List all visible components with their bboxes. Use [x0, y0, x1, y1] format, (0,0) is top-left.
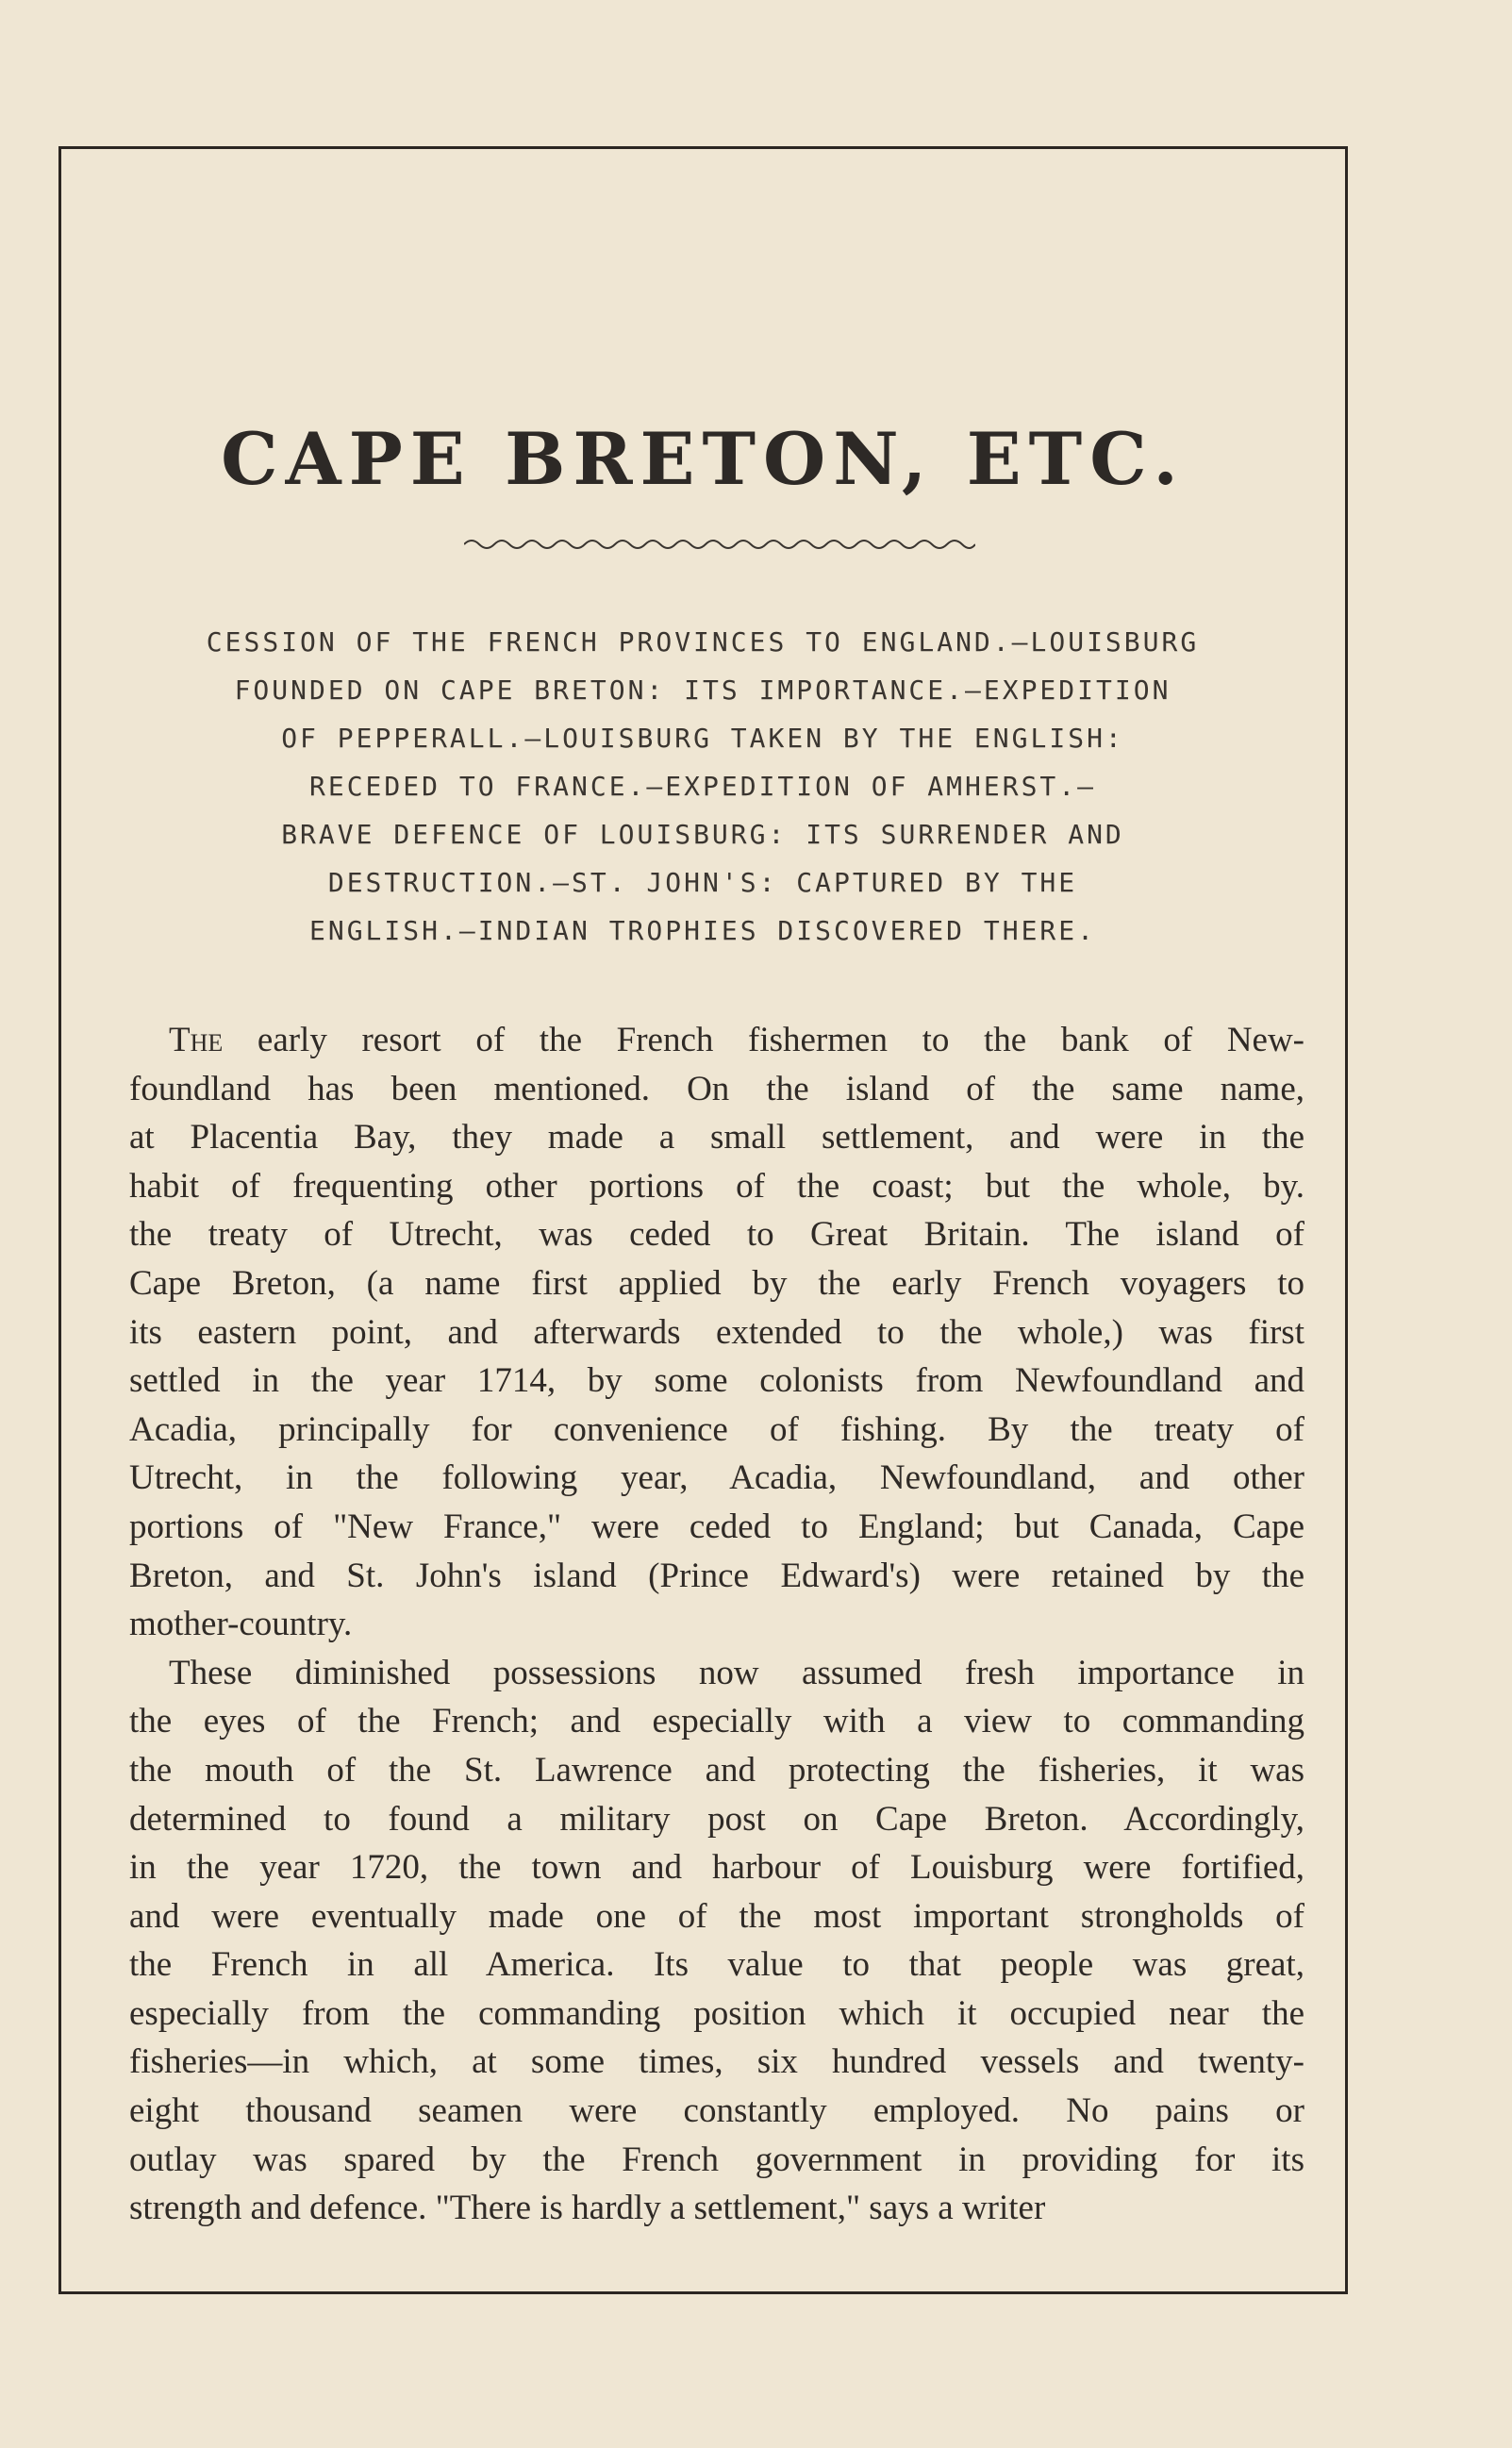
summary-line: OF PEPPERALL.—LOUISBURG TAKEN BY THE ENGLISH:	[281, 723, 1124, 754]
text-line: outlay was spared by the French government in providing for its	[129, 2140, 1304, 2179]
text-line: especially from the commanding position which it occupied near the	[129, 1993, 1304, 2033]
text-line: determined to found a military post on Cape Breton. Accordingly,	[129, 1799, 1304, 1839]
text-line: the eyes of the French; and especially with a view to commanding	[129, 1702, 1304, 1741]
text-line: mother-country.	[129, 1605, 353, 1644]
text-line: These diminished possessions now assumed fresh importance in	[169, 1653, 1304, 1692]
text-line: its eastern point, and afterwards extended to the whole,) was first	[129, 1312, 1304, 1352]
text-line: fisheries—in which, at some times, six hundred vessels and twenty-	[129, 2042, 1304, 2082]
page-title: CAPE BRETON, ETC.	[221, 416, 1186, 501]
text-line: the treaty of Utrecht, was ceded to Great Britain. The island of	[129, 1215, 1304, 1255]
paragraph-2	[129, 1649, 1304, 2233]
lead-word: The	[169, 1021, 224, 1059]
text-line: in the year 1720, the town and harbour of Louisburg were fortified,	[129, 1848, 1304, 1888]
summary-line: RECEDED TO FRANCE.—EXPEDITION OF AMHERST.—	[308, 771, 1096, 802]
text-line: at Placentia Bay, they made a small settlement, and were in the	[129, 1118, 1304, 1157]
text-line: portions of "New France," were ceded to England; but Canada, Cape	[129, 1507, 1304, 1546]
summary-line: ENGLISH.—INDIAN TROPHIES DISCOVERED THERE.	[308, 915, 1096, 946]
text-line: and were eventually made one of the most important strongholds of	[129, 1896, 1304, 1936]
text-line: habit of frequenting other portions of the coast; but the whole, by.	[129, 1166, 1304, 1206]
chapter-summary	[113, 618, 1292, 955]
text-line: Cape Breton, (a name first applied by the early French voyagers to	[129, 1263, 1304, 1303]
summary-line: DESTRUCTION.—ST. JOHN'S: CAPTURED BY THE	[327, 867, 1078, 898]
text-line: Acadia, principally for convenience of fishing. By the treaty of	[129, 1409, 1304, 1449]
summary-line: FOUNDED ON CAPE BRETON: ITS IMPORTANCE.—EXPEDITION	[234, 674, 1171, 706]
text-line: eight thousand seamen were constantly employed. No pains or	[129, 2091, 1304, 2131]
text-line: strength and defence. "There is hardly a settlement," says a writer	[129, 2189, 1046, 2228]
text-fragment: early resort of the French fishermen to the bank of New-	[223, 1021, 1304, 1059]
paragraph-1	[129, 1016, 1304, 1649]
text-line: Breton, and St. John's island (Prince Edward's) were retained by the	[129, 1556, 1304, 1595]
text-line	[129, 1016, 1304, 1065]
text-line: Utrecht, in the following year, Acadia, Newfoundland, and other	[129, 1458, 1304, 1498]
summary-line: CESSION OF THE FRENCH PROVINCES TO ENGLAND.—LOUISBURG	[206, 626, 1200, 658]
text-line: the mouth of the St. Lawrence and protecting the fisheries, it was	[129, 1750, 1304, 1790]
body-text	[129, 1016, 1304, 2233]
summary-line: BRAVE DEFENCE OF LOUISBURG: ITS SURRENDER AND	[281, 819, 1124, 850]
text-line: settled in the year 1714, by some colonists from Newfoundland and	[129, 1361, 1304, 1401]
wavy-rule-ornament	[464, 534, 975, 555]
text-line: foundland has been mentioned. On the island of the same name,	[129, 1069, 1304, 1108]
text-line: the French in all America. Its value to that people was great,	[129, 1945, 1304, 1985]
